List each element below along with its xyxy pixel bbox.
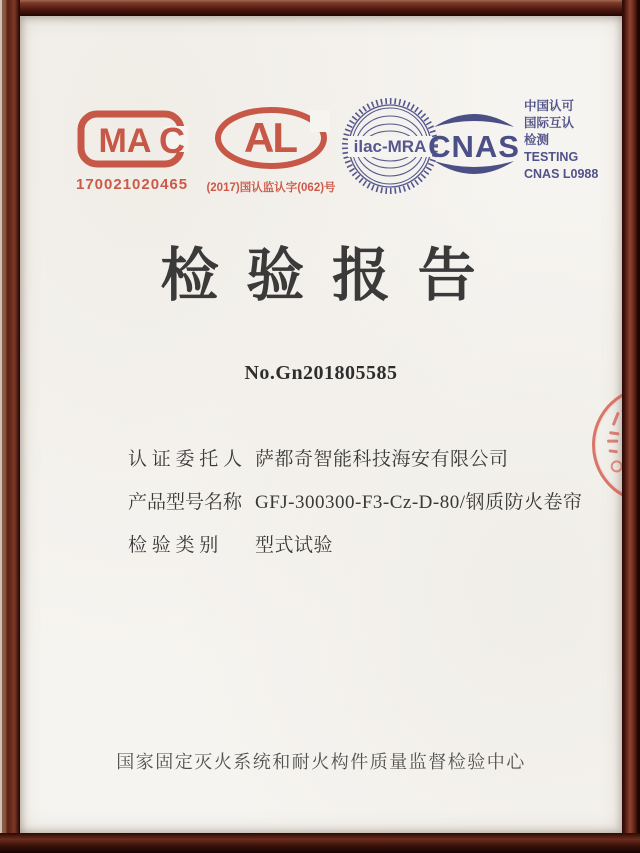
field-label: 认 证 委 托 人	[128, 449, 243, 470]
accreditation-line: 中国认可	[524, 99, 575, 113]
field-value: 萨都奇智能科技海安有限公司	[255, 449, 509, 470]
frame-right	[622, 0, 640, 853]
cma-logo-icon	[76, 110, 188, 168]
accreditation-line: CNAS L0988	[524, 167, 599, 181]
accreditation-text-block	[524, 98, 620, 183]
field-row-product-model	[128, 487, 598, 530]
frame-top	[0, 0, 640, 16]
cal-mark	[206, 106, 336, 195]
ilac-mra-label: ilac-MRA	[353, 137, 427, 156]
issuing-organization: 国家固定灭火系统和耐火构件质量监督检验中心	[116, 752, 526, 772]
field-row-applicant	[128, 444, 598, 487]
cnas-letters: CNAS	[428, 129, 520, 164]
field-label: 产品型号名称	[128, 492, 243, 513]
cal-logo-icon	[212, 106, 330, 172]
field-row-inspection-type	[128, 530, 598, 573]
cma-mark	[76, 110, 188, 193]
accreditation-line: 检测	[524, 133, 550, 147]
cma-certificate-number: 170021020465	[76, 176, 189, 193]
certificate-paper	[20, 16, 622, 833]
field-value: 型式试验	[255, 535, 334, 556]
report-fields	[128, 444, 598, 573]
frame-left	[0, 0, 20, 853]
field-label: 检 验 类 别	[128, 535, 219, 556]
report-title: 检 验 报 告	[160, 243, 482, 308]
cma-letters: MA	[98, 122, 152, 160]
report-number: No.Gn201805585	[244, 362, 398, 384]
accreditation-line: TESTING	[524, 150, 579, 164]
cnas-mark	[422, 110, 526, 178]
frame-bottom	[0, 833, 640, 853]
field-value: GFJ-300300-F3-Cz-D-80/钢质防火卷帘	[255, 492, 583, 513]
cal-caption: (2017)国认监认字(062)号	[206, 182, 336, 194]
accreditation-line: 国际互认	[524, 116, 575, 130]
cal-letters: AL	[244, 114, 296, 161]
cnas-logo-icon	[422, 110, 526, 178]
cma-inner-c: C	[159, 120, 185, 161]
